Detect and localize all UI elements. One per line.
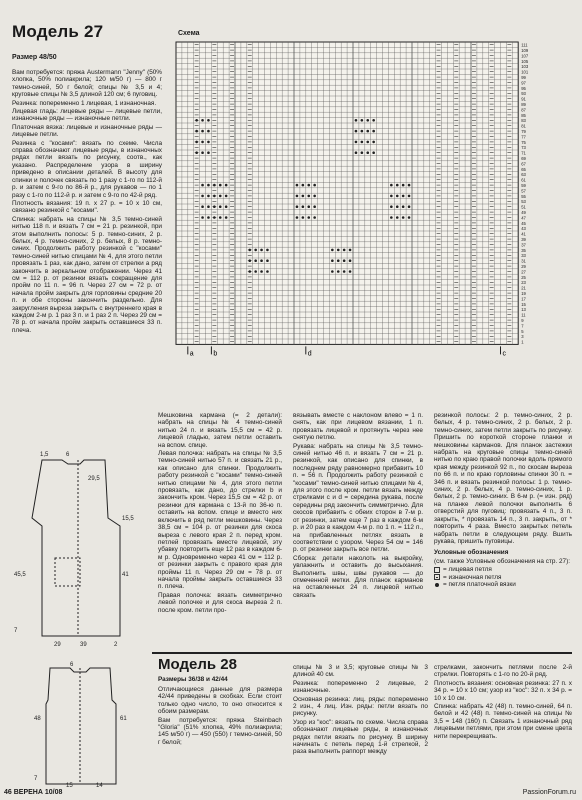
garter-dot bbox=[296, 216, 299, 219]
garter-dot bbox=[408, 205, 411, 208]
sleeves-text: Рукава: набрать на спицы № 3,5 темно-синей нитью 46 п. и вязать 7 см = 21 р. резинкой, как описано для спинки, в последнем ряду равномерно прибавить 10 п. = 56 п. Продолжить работу резинкой с "косами" темно-синей нитью спицами № 4, для этого после кром. петли вязать между стрелками c и d = середина рукава, после середины ряд закончить симметрично. Для скосов прибавить с обеих сторон в 7-м р. от резинки, затем еще 7 раз в каждом 6-м р. и 20 раз в каждом 4-м р. по 1 п. = 112 п., на прибавленных петлях вязать в соответствии с узором. Через 54 см = 146 р. от резинки закрыть все петли. bbox=[293, 442, 423, 554]
garter-dot bbox=[225, 195, 228, 198]
row-number: 87 bbox=[521, 107, 526, 113]
garter-dot bbox=[355, 141, 358, 144]
garter-dot bbox=[396, 205, 399, 208]
model28-title: Модель 28 bbox=[158, 656, 237, 673]
legend-note: (см. также Условные обозначения на стр. 27): bbox=[434, 557, 570, 565]
row-number: 37 bbox=[521, 242, 526, 248]
row-number: 95 bbox=[521, 85, 526, 91]
page-number: 46 ВЕРЕНА 10/08 bbox=[4, 789, 63, 796]
row-number: 69 bbox=[521, 156, 526, 161]
garter-dot bbox=[207, 184, 210, 187]
row-number: 45 bbox=[521, 220, 526, 226]
garter-dot bbox=[195, 119, 198, 122]
row-number: 3 bbox=[521, 334, 524, 340]
garter-dot bbox=[219, 216, 222, 219]
garter-dot bbox=[361, 119, 364, 122]
legend-garter: = петля платочной вязки bbox=[434, 581, 572, 588]
page-footer bbox=[0, 788, 582, 800]
row-number: 83 bbox=[521, 118, 526, 124]
dimension-label: 15 bbox=[66, 783, 73, 788]
garter-dot bbox=[219, 184, 222, 187]
garter-dot bbox=[260, 249, 263, 252]
pocket-text: Мешковина кармана (= 2 детали): набрать на спицы № 4 темно-синей нитью 24 п. и вязать 15,5 см = 42 р. лицевой гладью, затем петли оставить на вспом. спице. bbox=[158, 412, 282, 449]
model28-column3 bbox=[434, 664, 572, 741]
garter-dot bbox=[337, 249, 340, 252]
col4-text1: резинкой полосы: 2 р. темно-синих, 2 р. белых, 4 р. темно-синих, 2 р. белых, 2 р. темно-синих, затем петли закрыть по рисунку. Пришить по короткой стороне планки и мешковины карманов. Для планок застежки набрать на круговые спицы темно-синей нитью по краю правой полочки вдоль прямого края между резинкой 92 п., по скосам выреза по 66 п. и по краю горловины спинки 30 п. = 346 п. и вязать резинкой полосы: 1 р. темно-синих, 2 р. белых, 4 р. темно-синих, 1 р. белых, 2 р. темно-синих. В 6-м р. (= изн. ряд) на планке левой полочки выполнить 6 отверстий для пуговиц: провязать 4 п., 3 п. закрыть, * провязать 14 п., 3 п. закрыть, от * повторить 4 раза. Вместо закрытых петель набрать петли в следующем ряду. Вшить рукава, пришить пуговицы. bbox=[434, 412, 572, 545]
garter-dot bbox=[408, 195, 411, 198]
garter-dot bbox=[343, 270, 346, 273]
row-number: 73 bbox=[521, 145, 526, 151]
garter-dot bbox=[390, 205, 393, 208]
dimension-label: 2 bbox=[114, 642, 118, 648]
garter-dot bbox=[213, 195, 216, 198]
garter-dot bbox=[313, 216, 316, 219]
row-number: 57 bbox=[521, 188, 526, 194]
row-number: 41 bbox=[521, 231, 526, 237]
garter-dot bbox=[296, 195, 299, 198]
row-number: 61 bbox=[521, 177, 526, 183]
garter-dot bbox=[307, 195, 310, 198]
garter-dot bbox=[355, 151, 358, 154]
row-number: 1 bbox=[521, 339, 524, 345]
garter-dot bbox=[396, 195, 399, 198]
model27-materials: Вам потребуется: пряжа Austermann "Jenny" (50% хлопка, 50% полиакрила; 120 м/50 г) — 800 г темно-синей, 50 г белой; спицы № 3,5 и 4; круговые спицы № 3,5 длиной 120 см; 6 пуговиц. bbox=[12, 69, 162, 99]
garter-dot bbox=[225, 216, 228, 219]
model27-column2 bbox=[158, 412, 282, 615]
pattern-diagram-model27 bbox=[10, 446, 148, 651]
row-number: 63 bbox=[521, 172, 526, 178]
garter-dot bbox=[343, 259, 346, 262]
garter-dot bbox=[302, 216, 305, 219]
model27-title: Модель 27 bbox=[12, 22, 104, 41]
section-divider bbox=[152, 652, 572, 654]
garter-dot bbox=[201, 130, 204, 133]
garter-dot bbox=[372, 130, 375, 133]
schema-title: Схема bbox=[178, 30, 200, 37]
model27-size: Размер 48/50 bbox=[12, 54, 57, 61]
row-number: 17 bbox=[521, 296, 526, 302]
dimension-label: 14 bbox=[96, 783, 103, 788]
pattern-diagram-model28 bbox=[10, 660, 148, 788]
dimension-label: 61 bbox=[120, 716, 127, 722]
garter-dot bbox=[349, 249, 352, 252]
model27-back: Спинка: набрать на спицы № 3,5 темно-синей нитью 118 п. и вязать 7 см = 21 р. резинкой, при этом выполнить полосы: 5 р. темно-синих, 2 р. белых, 4 р. темно-синих, 2 р. белых, 8 р. темно-синих. Продолжить работу резинкой с "косами" темно-синей нитью спицами № 4, для этого петли провязать 1 раз, как дано, затем от стрелки a ряд закончить в зеркальном отображении. Через 41 см = 112 р. от резинки вязать сокращение для пройм по 11 п. = 96 п. Через 27 см = 72 р. от начала пройм закрыть для горловины средние 20 п. и обе стороны закончить раздельно. Для закругления выреза закрыть с внутреннего края в каждом 2-м р. 1 раз 3 п. и 1 раз 2 п. Через 29 см = 78 р. от начала пройм закрыть оставшиеся 33 п. плеча. bbox=[12, 215, 162, 334]
knit-symbol-icon bbox=[434, 567, 440, 573]
garter-dot bbox=[331, 270, 334, 273]
row-number: 23 bbox=[521, 280, 526, 286]
garter-dot bbox=[337, 259, 340, 262]
garter-dot bbox=[266, 270, 269, 273]
row-number: 43 bbox=[521, 226, 526, 232]
garter-dot bbox=[254, 259, 257, 262]
row-number: 11 bbox=[521, 312, 526, 318]
dimension-label: 29,5 bbox=[88, 476, 100, 482]
dimension-label: 29 bbox=[54, 642, 61, 648]
garter-dot bbox=[366, 141, 369, 144]
garter-dot bbox=[402, 195, 405, 198]
garter-dot bbox=[195, 141, 198, 144]
model28-col3a: стрелками, закончить петлями после 2-й стрелки. Повторять с 1-го по 20-й ряд. bbox=[434, 664, 572, 679]
garter-dot bbox=[390, 184, 393, 187]
row-number: 19 bbox=[521, 291, 526, 296]
garter-dot bbox=[361, 141, 364, 144]
knitting-chart bbox=[172, 38, 572, 384]
garter-dot bbox=[313, 205, 316, 208]
garter-dot bbox=[201, 216, 204, 219]
garter-dot bbox=[207, 216, 210, 219]
right-front-text: Правая полочка: вязать симметрично левой полочке и для скоса выреза 2 п. после кром. петли про- bbox=[158, 591, 282, 614]
row-number: 71 bbox=[521, 150, 526, 156]
model27-stockinette: Лицевая гладь: лицевые ряды — лицевые петли, изнаночные ряды — изнаночные петли. bbox=[12, 108, 162, 123]
garter-dot bbox=[302, 195, 305, 198]
row-number: 5 bbox=[521, 328, 524, 334]
row-number: 21 bbox=[521, 285, 526, 291]
row-number: 49 bbox=[521, 210, 526, 215]
row-number: 97 bbox=[521, 80, 526, 86]
model28-intro: Отличающиеся данные для размера 42/44 приведены в скобках. Если стоит только одно число, то оно относится к обоим размерам. bbox=[158, 686, 282, 716]
garter-dot bbox=[313, 195, 316, 198]
garter-dot bbox=[313, 184, 316, 187]
legend-purl: = изнаночная петля bbox=[434, 574, 572, 581]
garter-dot bbox=[266, 249, 269, 252]
garter-dot bbox=[408, 184, 411, 187]
row-number: 7 bbox=[521, 323, 524, 329]
row-number: 59 bbox=[521, 183, 526, 188]
marker-label: d bbox=[307, 350, 312, 358]
garter-dot bbox=[372, 119, 375, 122]
garter-dot bbox=[201, 119, 204, 122]
garter-dot bbox=[201, 184, 204, 187]
garter-dot bbox=[355, 119, 358, 122]
row-number: 67 bbox=[521, 161, 526, 167]
model28-cables: Узор из "кос": вязать по схеме. Числа справа обозначают лицевые ряды, в изнаночных рядах петли вязать по рисунку. В ширину начинать с петель перед 1-й стрелкой, 2 раза выполнить раппорт между bbox=[293, 718, 428, 756]
dimension-label: 6 bbox=[70, 662, 74, 668]
model27-column1 bbox=[12, 69, 162, 335]
dimension-label: 1,5 bbox=[40, 452, 49, 458]
garter-dot bbox=[343, 249, 346, 252]
garter-dot bbox=[331, 249, 334, 252]
row-number: 89 bbox=[521, 102, 526, 107]
garter-dot bbox=[361, 130, 364, 133]
row-number: 29 bbox=[521, 264, 526, 269]
garter-dot bbox=[349, 259, 352, 262]
row-number: 33 bbox=[521, 253, 526, 259]
row-number: 47 bbox=[521, 215, 526, 221]
row-number: 103 bbox=[521, 64, 529, 70]
row-number: 85 bbox=[521, 112, 526, 118]
dimension-label: 48 bbox=[34, 716, 41, 722]
dimension-label: 45,5 bbox=[14, 572, 26, 578]
garter-dot bbox=[225, 205, 228, 208]
assembly-text: Сборка: детали наколоть на выкройку, увлажнить и оставить до высыхания. Выполнить швы, швы рукавов — до отмеченной метки. Для планок карманов на оставленных 24 п. лицевой нитью связать bbox=[293, 554, 423, 599]
garter-dot bbox=[402, 216, 405, 219]
model27-column4 bbox=[434, 412, 572, 588]
marker-label: a bbox=[189, 350, 194, 358]
row-number: 91 bbox=[521, 96, 526, 102]
garter-dot bbox=[307, 205, 310, 208]
garter-dot bbox=[207, 119, 210, 122]
garter-dot bbox=[195, 130, 198, 133]
model28-column2 bbox=[293, 664, 428, 757]
row-number: 9 bbox=[521, 318, 524, 323]
garter-dot bbox=[372, 141, 375, 144]
model28-materials: Вам потребуется: пряжа Steinbach "Gloria" (51% хлопка, 49% полиакрила; 145 м/50 г) — 450 (550) г темно-синей, 50 г белой; bbox=[158, 716, 282, 746]
garter-dot bbox=[390, 216, 393, 219]
garter-dot bbox=[302, 184, 305, 187]
garter-dot bbox=[213, 184, 216, 187]
row-number: 53 bbox=[521, 199, 526, 205]
garter-dot bbox=[207, 130, 210, 133]
row-number: 13 bbox=[521, 307, 526, 313]
marker-label: b bbox=[213, 350, 218, 358]
dimension-label: 6 bbox=[66, 452, 70, 458]
row-number: 109 bbox=[521, 48, 529, 53]
garter-dot bbox=[207, 151, 210, 154]
row-number: 77 bbox=[521, 134, 526, 140]
dimension-label: 7 bbox=[14, 628, 18, 634]
model28-needles: спицы № 3 и 3,5; круговые спицы № 3 длиной 40 см. bbox=[293, 664, 428, 679]
garter-dot bbox=[408, 216, 411, 219]
row-number: 39 bbox=[521, 237, 526, 242]
model27-garter: Платочная вязка: лицевые и изнаночные ряды — лицевые петли. bbox=[12, 123, 162, 139]
model28-main-rib: Основная резинка: лиц. ряды: попеременно 2 изн., 4 лиц. Изн. ряды: петли вязать по рисунку. bbox=[293, 695, 428, 718]
row-number: 25 bbox=[521, 274, 526, 280]
garter-dot bbox=[302, 205, 305, 208]
garter-dot bbox=[331, 259, 334, 262]
garter-dot bbox=[390, 195, 393, 198]
garter-dot bbox=[296, 184, 299, 187]
garter-dot bbox=[207, 195, 210, 198]
row-number: 55 bbox=[521, 193, 526, 199]
legend-title: Условные обозначения bbox=[434, 549, 509, 557]
model28-column1 bbox=[158, 686, 282, 747]
row-number: 15 bbox=[521, 301, 526, 307]
row-number: 111 bbox=[521, 42, 528, 48]
garter-dot bbox=[396, 216, 399, 219]
garter-dot bbox=[201, 151, 204, 154]
dimension-label: 15,5 bbox=[122, 516, 134, 522]
garter-dot bbox=[372, 151, 375, 154]
garter-dot bbox=[213, 205, 216, 208]
garter-dot bbox=[361, 151, 364, 154]
garter-dot bbox=[260, 270, 263, 273]
garter-dot bbox=[201, 141, 204, 144]
garter-dot bbox=[402, 205, 405, 208]
model28-size: Размеры 36/38 и 42/44 bbox=[158, 676, 228, 683]
model27-column3 bbox=[293, 412, 423, 600]
left-front-text: Левая полочка: набрать на спицы № 3,5 темно-синей нитью 57 п. и связать 21 р., как описано для спинки. Продолжить работу резинкой с "косами" темно-синей нитью спицами № 4, для этого петли провязать, как дано, до стрелки b и закончить кром. Через 15,5 см = 42 р. от резинки для кармана с 13-й по 36-ю п. оставить на вспом. спице и вместо них включить в ряд петли мешковины. Через 38,5 см = 104 р. от резинки для скоса выреза с левого края 2 п. перед кром. петлей провязать вместе лицевой, эту убавку повторить еще 12 раз в каждом 6-м р. Одновременно через 41 см = 112 р. от резинки закрыть с правого края для проймы 11 п. Через 29 см = 78 р. от начала проймы закрыть оставшиеся 33 п. плеча. bbox=[158, 450, 282, 591]
model28-density: Плотность вязания: основная резинка: 27 п. х 34 р. = 10 х 10 см; узор из "кос": 32 п. х 34 р. = 10 х 10 см. bbox=[434, 679, 572, 702]
garter-dot bbox=[207, 141, 210, 144]
garter-dot bbox=[248, 259, 251, 262]
model28-rib: Резинка: попеременно 2 лицевые, 2 изнаночные. bbox=[293, 679, 428, 695]
row-number: 101 bbox=[521, 69, 529, 75]
garter-dot bbox=[260, 259, 263, 262]
garter-dot bbox=[266, 259, 269, 262]
garter-dot bbox=[201, 195, 204, 198]
purl-symbol-icon bbox=[434, 574, 440, 580]
dimension-label: 41 bbox=[122, 572, 129, 578]
legend-knit: = лицевая петля bbox=[434, 566, 572, 573]
row-number: 105 bbox=[521, 58, 529, 64]
garter-dot bbox=[207, 205, 210, 208]
garter-dot bbox=[296, 205, 299, 208]
garter-dot bbox=[366, 151, 369, 154]
garter-dot bbox=[254, 249, 257, 252]
garter-dot bbox=[213, 216, 216, 219]
garter-dot bbox=[396, 184, 399, 187]
row-number: 93 bbox=[521, 91, 526, 97]
garter-dot bbox=[248, 249, 251, 252]
watermark: PassionForum.ru bbox=[522, 789, 576, 796]
row-number: 35 bbox=[521, 247, 526, 253]
garter-dot bbox=[219, 195, 222, 198]
row-number: 31 bbox=[521, 258, 526, 264]
garter-dot bbox=[195, 151, 198, 154]
model27-density: Плотность вязания: 19 п. х 27 р. = 10 х 10 см, связано резинкой с "косами". bbox=[12, 199, 162, 215]
garter-dot bbox=[355, 130, 358, 133]
garter-dot bbox=[366, 130, 369, 133]
garter-symbol-icon bbox=[434, 582, 440, 588]
garter-dot bbox=[366, 119, 369, 122]
garter-dot bbox=[402, 184, 405, 187]
col3-text1: вязывать вместе с наклоном влево = 1 п. снять, как при лицевом вязании, 1 п. провязать лицевой и протянуть через нее снятую петлю. bbox=[293, 412, 423, 442]
dimension-label: 39 bbox=[80, 642, 87, 648]
garter-dot bbox=[349, 270, 352, 273]
marker-label: c bbox=[502, 350, 506, 358]
model28-back: Спинка: набрать 42 (48) п. темно-синей, 64 п. белой и 42 (48) п. темно-синей на спицы № 3,5 = 148 (160) п. Связать 1 изнаночный ряд лицевыми петлями, при этом при смене цвета нити перекрещивать. bbox=[434, 703, 572, 740]
garter-dot bbox=[225, 184, 228, 187]
row-number: 107 bbox=[521, 53, 529, 59]
dimension-label: 7 bbox=[34, 776, 38, 782]
row-number: 99 bbox=[521, 75, 526, 80]
garter-dot bbox=[201, 205, 204, 208]
row-number: 65 bbox=[521, 166, 526, 172]
row-number: 27 bbox=[521, 269, 526, 275]
garter-dot bbox=[248, 270, 251, 273]
garter-dot bbox=[254, 270, 257, 273]
row-number: 81 bbox=[521, 123, 526, 129]
garter-dot bbox=[219, 205, 222, 208]
row-number: 51 bbox=[521, 204, 526, 210]
garter-dot bbox=[337, 270, 340, 273]
row-number: 75 bbox=[521, 139, 526, 145]
garter-dot bbox=[307, 216, 310, 219]
model27-cables: Резинка с "косами": вязать по схеме. Числа справа обозначают лицевые ряды, в изнаночных рядах петли вязать по рисунку, соотв., как указано. Распределение узора в ширину приведено в описании деталей. В высоту для спинки и полочек связать по 1 разу с 1-го по 112-й р. и затем с 9-го по 86-й р., для рукавов — по 1 разу с 1-го по 112-й р. и затем с 9-го по 42-й ряд. bbox=[12, 139, 162, 199]
row-number: 79 bbox=[521, 129, 526, 134]
garter-dot bbox=[307, 184, 310, 187]
model27-rib: Резинка: попеременно 1 лицевая, 1 изнаночная. bbox=[12, 99, 157, 107]
